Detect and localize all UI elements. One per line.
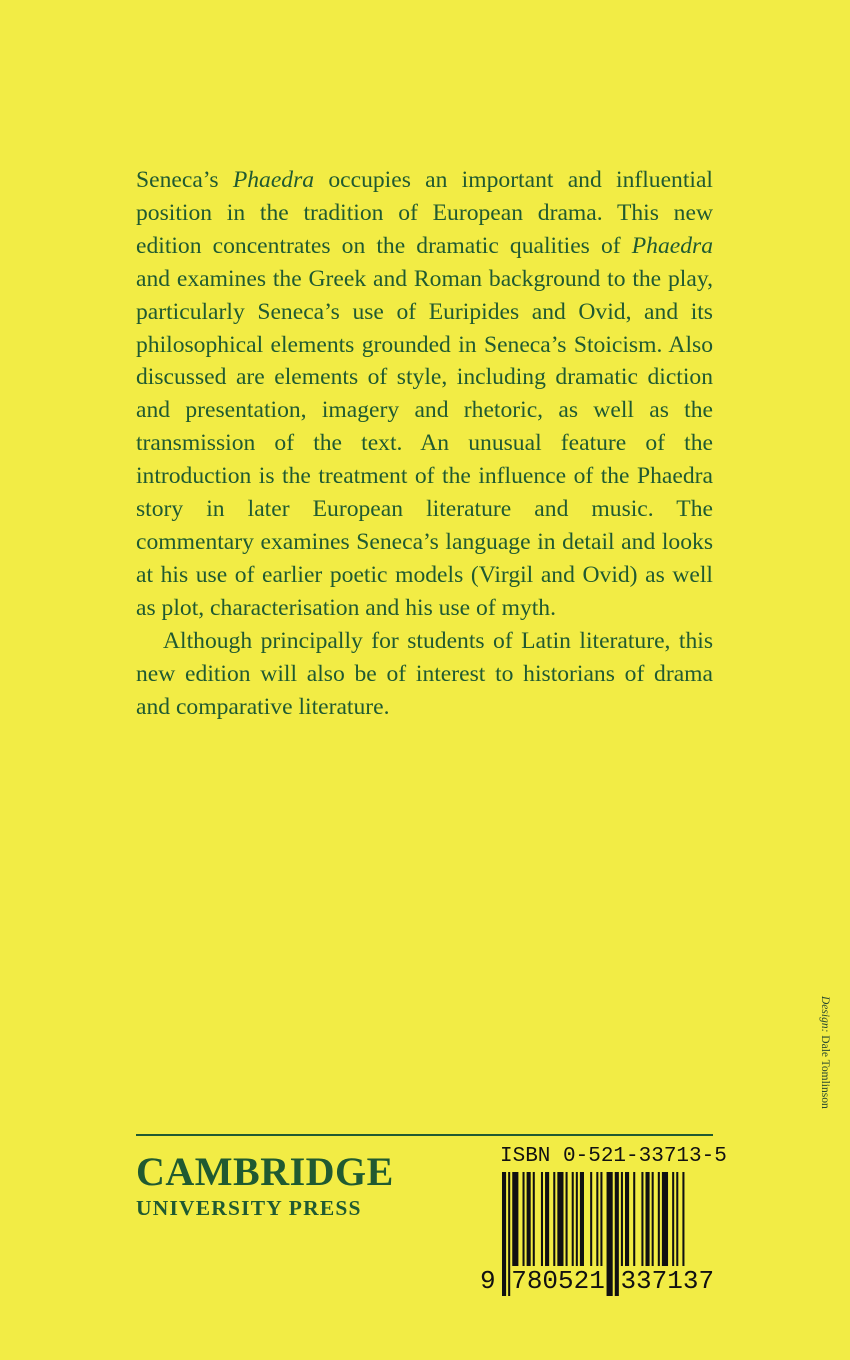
design-credit-name: Dale Tomlinson bbox=[819, 1032, 831, 1109]
ean-first-digit: 9 bbox=[480, 1266, 496, 1296]
publisher-name: CAMBRIDGE bbox=[136, 1149, 394, 1194]
publisher-subtitle: UNIVERSITY PRESS bbox=[136, 1196, 362, 1220]
ean-group-right: 337137 bbox=[620, 1266, 715, 1296]
back-cover-blurb bbox=[136, 164, 713, 723]
ean-group-left: 780521 bbox=[511, 1266, 605, 1296]
divider-rule bbox=[136, 1134, 713, 1136]
book-title: Phaedra bbox=[631, 232, 713, 259]
book-title: Phaedra bbox=[232, 167, 315, 193]
isbn-label: ISBN 0-521-33713-5 bbox=[500, 1145, 727, 1168]
publisher-logo bbox=[136, 1150, 416, 1220]
design-credit bbox=[811, 996, 831, 1136]
ean-digits bbox=[480, 1266, 720, 1296]
blurb-paragraph-1: Seneca’s Phaedra occupies an important and influential position in the tradition of European drama. This new edition concentrates on the dramatic qualities of Phaedra and examines the Greek and Roman background to the play, particularly Seneca’s use of Euripides and Ovid, and its philosophical elements grounded in Seneca’s Stoicism. Also discussed are elements of style, including dramatic diction and presentation, imagery and rhetoric, as well as the transmission of the text. An unusual feature of the introduction is the treatment of the influence of the Phaedra story in later European literature and music. The commentary examines Seneca’s language in detail and looks at his use of earlier poetic models (Virgil and Ovid) as well as plot, characterisation and his use of myth. bbox=[136, 167, 713, 621]
blurb-paragraph-2: Although principally for students of Latin literature, this new edition will also be of interest to historians of drama and comparative literature. bbox=[136, 627, 713, 720]
design-credit-label: Design: bbox=[819, 996, 831, 1033]
